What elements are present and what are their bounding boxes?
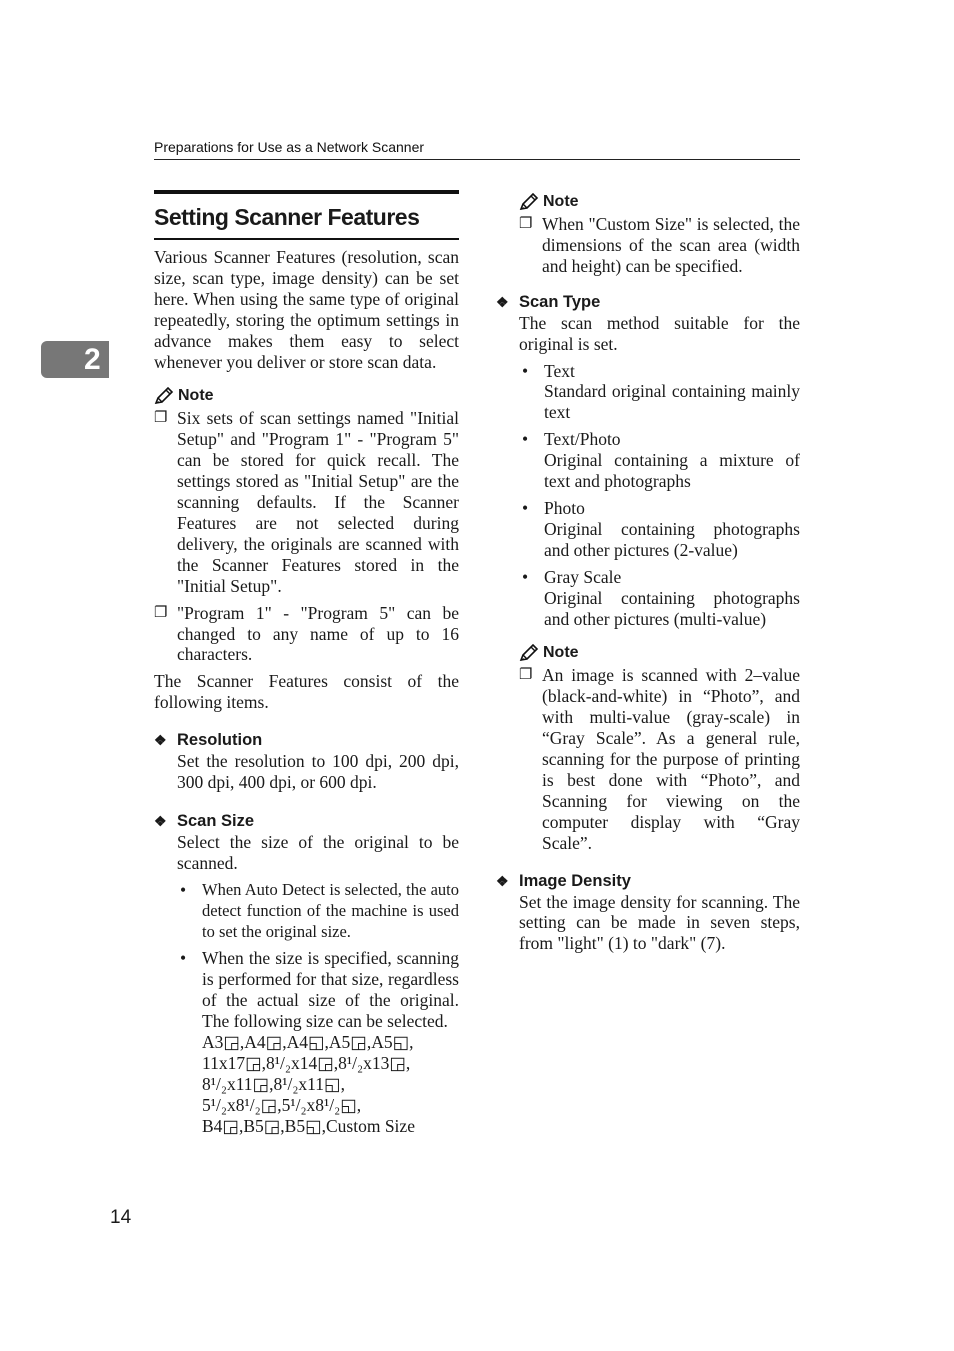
note-item [519, 665, 800, 853]
note-item-text: When "Custom Size" is selected, the dimensions of the scan area (width and height) can be specified. [542, 214, 800, 276]
scan-type-heading-label: Scan Type [519, 292, 601, 311]
checkbox-icon: ❐ [154, 604, 168, 621]
scan-type-desc: Original containing photographs and other pictures (multi-value) [544, 587, 800, 629]
list-item-content [202, 948, 459, 1136]
image-density-heading [496, 870, 800, 892]
list-item-content [544, 567, 800, 630]
bullet-icon: • [522, 360, 529, 381]
list-item [177, 948, 459, 1136]
note-item [154, 408, 459, 596]
note-heading [519, 192, 800, 212]
consist-paragraph: The Scanner Features consist of the following items. [154, 671, 459, 713]
intro-paragraph: Various Scanner Features (resolution, scan size, scan type, image density) can be set here. When using the same type of original repeatedly, storing the optimum settings in advance makes them easy to select whenever you deliver or store scan data. [154, 247, 459, 372]
page-number: 14 [110, 1207, 132, 1228]
size-option-line: 8¹/₂x11◲,8¹/₂x11◱, [202, 1073, 345, 1094]
section-title-block [154, 190, 459, 240]
right-column [496, 192, 800, 954]
note-item [519, 214, 800, 277]
resolution-text: Set the resolution to 100 dpi, 200 dpi, 300 dpi, 400 dpi, or 600 dpi. [177, 751, 459, 793]
list-item-content [544, 429, 800, 492]
checkbox-icon: ❐ [519, 667, 533, 684]
bullet-icon: • [180, 879, 187, 900]
image-density-text: Set the image density for scanning. The setting can be made in seven steps, from "light" (1) to "dark" (7). [519, 891, 800, 954]
note-item-text: An image is scanned with 2–value (black-and-white) in “Photo”, and with multi-value (gray-scale) in “Gray Scale”. As a general rule, scanning for the purpose of printing is best done with “Photo”, and Scanning for viewing on the computer display with “Gray Scale”. [542, 665, 800, 853]
resolution-heading [154, 729, 459, 751]
diamond-bullet-icon: ❖ [496, 293, 509, 310]
list-item-content [544, 361, 800, 424]
checkbox-icon: ❐ [519, 216, 533, 232]
list-item [519, 361, 800, 424]
scan-type-desc: Original containing a mixture of text and photographs [544, 450, 800, 492]
scan-type-text: The scan method suitable for the original is set. [519, 312, 800, 354]
checkbox-icon: ❐ [154, 410, 168, 427]
scan-type-heading [496, 291, 800, 313]
left-column [154, 190, 459, 1137]
scan-type-label: Text [544, 360, 575, 381]
size-option-line: 5¹/₂x8¹/₂◲,5¹/₂x8¹/₂◱, [202, 1094, 362, 1115]
bullet-icon: • [180, 948, 187, 969]
note-heading-label: Note [178, 387, 214, 405]
note-block [519, 643, 800, 853]
size-option-line: 11x17◲,8¹/₂x14◲,8¹/₂x13◲, [202, 1053, 411, 1073]
note-item-text: "Program 1" - "Program 5" can be changed to any name of up to 16 characters. [177, 602, 459, 665]
note-heading [519, 643, 800, 663]
bullet-icon: • [522, 566, 529, 587]
size-option-line: A3◲,A4◲,A4◱,A5◲,A5◱, [202, 1032, 414, 1053]
list-item [519, 429, 800, 492]
pencil-note-icon [519, 193, 539, 211]
note-heading [154, 386, 459, 406]
list-item-content [544, 498, 800, 561]
note-item-text: Six sets of scan settings named "Initial Setup" and "Program 1" - "Program 5" can be stored for quick recall. The settings stored as "Initial Setup" are the scanning defaults. If the Scanner Features are not selected during delivery, the originals are scanned with the Scanner Features stored in the "Initial Setup". [177, 408, 459, 596]
scan-type-desc: Standard original containing mainly text [544, 381, 800, 423]
note-heading-label: Note [543, 193, 579, 210]
pencil-note-icon [519, 644, 539, 662]
list-item-text: When the size is specified, scanning is performed for that size, regardless of the actual size of the original. The following size can be selected. [202, 948, 459, 1032]
list-item [519, 498, 800, 561]
diamond-bullet-icon: ❖ [496, 872, 509, 889]
scan-size-heading [154, 810, 459, 832]
note-item [154, 603, 459, 666]
bullet-icon: • [522, 497, 529, 518]
pencil-note-icon [154, 387, 174, 405]
list-item-text: When Auto Detect is selected, the auto detect function of the machine is used to set the original size. [202, 879, 459, 941]
scan-type-label: Text/Photo [544, 429, 621, 450]
chapter-number: 2 [84, 343, 101, 376]
note-block [519, 192, 800, 277]
scan-size-text: Select the size of the original to be scanned. [177, 831, 459, 873]
image-density-heading-label: Image Density [519, 871, 631, 890]
size-option-line: B4◲,B5◲,B5◱,Custom Size [202, 1115, 415, 1136]
list-item [177, 880, 459, 943]
diamond-bullet-icon: ❖ [154, 732, 167, 749]
note-heading-label: Note [543, 644, 579, 662]
scan-type-label: Photo [544, 497, 585, 518]
scan-size-heading-label: Scan Size [177, 811, 255, 830]
section-title: Setting Scanner Features [154, 204, 420, 230]
resolution-heading-label: Resolution [177, 731, 263, 750]
scan-type-desc: Original containing photographs and other pictures (2-value) [544, 518, 800, 560]
list-item [519, 567, 800, 630]
diamond-bullet-icon: ❖ [154, 812, 167, 829]
header-rule [154, 159, 800, 160]
running-header: Preparations for Use as a Network Scanner [154, 139, 425, 155]
scan-type-label: Gray Scale [544, 566, 622, 587]
bullet-icon: • [522, 429, 529, 450]
